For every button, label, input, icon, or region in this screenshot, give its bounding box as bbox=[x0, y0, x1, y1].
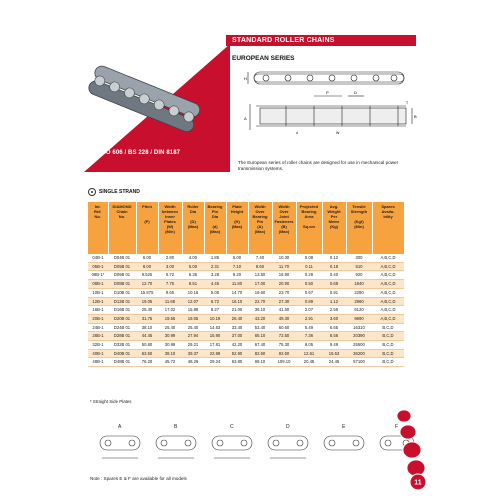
column-header-line: Roller bbox=[187, 204, 199, 209]
table-cell: 17.02 bbox=[158, 306, 182, 315]
table-cell: D24B 01 bbox=[108, 323, 136, 332]
table-cell: 9690 bbox=[346, 314, 372, 323]
table-cell: A,B,C,D bbox=[372, 280, 404, 289]
column-header-line: Chain bbox=[116, 209, 128, 214]
table-cell: 25.40 bbox=[158, 323, 182, 332]
table-cell: 6.35 bbox=[182, 271, 204, 280]
table-cell: 12B-1 bbox=[88, 297, 108, 306]
column-header-line: DIAMOND bbox=[112, 204, 132, 209]
table-cell: 44.45 bbox=[136, 332, 158, 341]
table-cell: D28B 01 bbox=[108, 332, 136, 341]
table-cell: D12B 01 bbox=[108, 297, 136, 306]
table-cell: 08B-1 bbox=[88, 280, 108, 289]
table-cell: 10.30 bbox=[272, 254, 296, 262]
table-cell: 2280 bbox=[346, 288, 372, 297]
table-cell: 41.50 bbox=[272, 306, 296, 315]
table-cell: 25.40 bbox=[182, 323, 204, 332]
table-cell: 27.30 bbox=[272, 297, 296, 306]
table-cell: 57100 bbox=[346, 358, 372, 367]
table-row bbox=[88, 341, 404, 350]
column-header bbox=[346, 202, 372, 254]
table-cell: 42.20 bbox=[226, 341, 248, 350]
column-header-line: (Max) bbox=[278, 229, 290, 234]
table-cell: 16.80 bbox=[272, 271, 296, 280]
table-cell: 14.63 bbox=[204, 323, 226, 332]
table-cell: 13.50 bbox=[248, 271, 272, 280]
table-cell: 0.08 bbox=[296, 254, 322, 262]
specs-table bbox=[88, 202, 405, 367]
table-cell: 0.50 bbox=[296, 280, 322, 289]
table-cell: D40B 01 bbox=[108, 349, 136, 358]
table-cell: 16B-1 bbox=[88, 306, 108, 315]
table-row bbox=[88, 358, 404, 367]
table-cell: 8.51 bbox=[182, 280, 204, 289]
column-header bbox=[182, 202, 204, 254]
table-cell: 99.10 bbox=[248, 358, 272, 367]
column-header-line: Dia bbox=[189, 209, 197, 214]
plate-label-c: C bbox=[230, 424, 234, 430]
plate-label-d: D bbox=[286, 424, 290, 430]
table-cell: 9.65 bbox=[158, 288, 182, 297]
column-header bbox=[322, 202, 346, 254]
spare-plates-diagram bbox=[90, 420, 420, 470]
table-cell: 5.72 bbox=[158, 271, 182, 280]
column-header-line: Sq.cm bbox=[302, 224, 315, 229]
table-cell: 17.81 bbox=[204, 341, 226, 350]
table-cell: 16310 bbox=[346, 323, 372, 332]
table-cell: 300 bbox=[346, 254, 372, 262]
table-cell: D06B 01 bbox=[108, 271, 136, 280]
table-cell: 48.26 bbox=[182, 358, 204, 367]
table-body bbox=[88, 254, 404, 367]
table-cell: 20390 bbox=[346, 332, 372, 341]
section-heading bbox=[88, 188, 140, 196]
table-cell: 20.90 bbox=[272, 280, 296, 289]
table-cell: 28B-1 bbox=[88, 332, 108, 341]
table-cell: 2.91 bbox=[296, 314, 322, 323]
column-header-line: (B) bbox=[281, 224, 287, 229]
table-cell: 3.28 bbox=[204, 271, 226, 280]
table-cell: 8.56 bbox=[322, 332, 346, 341]
table-cell: 12.70 bbox=[136, 280, 158, 289]
table-cell: 38.10 bbox=[136, 323, 158, 332]
table-row bbox=[88, 288, 404, 297]
table-cell: 1840 bbox=[346, 280, 372, 289]
table-cell: 19.60 bbox=[248, 288, 272, 297]
table-cell: 2.80 bbox=[158, 254, 182, 262]
table-cell: 45.72 bbox=[158, 358, 182, 367]
table-cell: 0.12 bbox=[322, 254, 346, 262]
column-header-line: Inner bbox=[165, 214, 175, 219]
table-cell: 7.36 bbox=[296, 332, 322, 341]
table-cell: 33.40 bbox=[226, 323, 248, 332]
table-cell: 3.60 bbox=[322, 314, 346, 323]
table-cell: B,C,D bbox=[372, 358, 404, 367]
table-cell: 60.60 bbox=[272, 323, 296, 332]
footnote: * Straight Side Plates bbox=[90, 399, 132, 404]
table-cell: 65.10 bbox=[248, 332, 272, 341]
table-cell: 0.40 bbox=[322, 271, 346, 280]
table-cell: 50.80 bbox=[136, 341, 158, 350]
top-view-chain bbox=[248, 72, 404, 84]
table-cell: 510 bbox=[346, 262, 372, 271]
column-header-line: Per bbox=[330, 214, 338, 219]
column-header-line: Pin bbox=[211, 209, 219, 214]
table-cell: 6120 bbox=[346, 306, 372, 315]
column-header-line: Metre bbox=[328, 219, 340, 224]
table-header-row bbox=[88, 202, 404, 254]
column-header-line: Bearing bbox=[207, 204, 223, 209]
table-cell: D04B 01 bbox=[108, 254, 136, 262]
table-cell: 40B-1 bbox=[88, 349, 108, 358]
table-cell: 12.61 bbox=[296, 349, 322, 358]
column-header bbox=[88, 202, 108, 254]
column-header-line: Dia bbox=[211, 214, 219, 219]
plate-label-e: E bbox=[342, 424, 346, 430]
table-cell: 6.65 bbox=[322, 323, 346, 332]
label-h: H bbox=[244, 76, 247, 81]
table-cell: 12.07 bbox=[182, 297, 204, 306]
column-header-line: (Min) bbox=[354, 224, 364, 229]
table-cell: 3.00 bbox=[158, 262, 182, 271]
table-cell: 72.50 bbox=[272, 332, 296, 341]
table-row bbox=[88, 349, 404, 358]
column-header-line: between bbox=[161, 209, 178, 214]
table-cell: 11.68 bbox=[158, 297, 182, 306]
table-cell: 24.45 bbox=[322, 358, 346, 367]
column-header bbox=[136, 202, 158, 254]
table-cell: D16B 01 bbox=[108, 306, 136, 315]
table-cell: A,B,C,D bbox=[372, 306, 404, 315]
column-header-line: No. bbox=[118, 214, 126, 219]
column-header-line: (Min) bbox=[165, 229, 175, 234]
column-header-line: (d) bbox=[212, 224, 218, 229]
column-header bbox=[248, 202, 272, 254]
plate-e-drawing bbox=[324, 436, 364, 450]
table-cell: 2.07 bbox=[296, 306, 322, 315]
plate-b-drawing bbox=[156, 436, 196, 458]
table-cell: 29.24 bbox=[204, 358, 226, 367]
table-cell: 29.21 bbox=[182, 341, 204, 350]
table-cell: 53.40 bbox=[248, 323, 272, 332]
column-header-line: Tensile bbox=[352, 204, 366, 209]
column-header-line: Pitch bbox=[142, 204, 152, 209]
label-p: P bbox=[326, 90, 329, 95]
table-cell: 0.18 bbox=[322, 262, 346, 271]
plate-label-b: B bbox=[174, 424, 178, 430]
column-header-line: (Max) bbox=[231, 224, 243, 229]
table-cell: 8.27 bbox=[204, 306, 226, 315]
column-header-line: Plates bbox=[164, 219, 176, 224]
table-row bbox=[88, 297, 404, 306]
table-cell: 22.89 bbox=[204, 349, 226, 358]
table-cell: 15.53 bbox=[322, 349, 346, 358]
table-cell: 0.11 bbox=[296, 262, 322, 271]
table-cell: 920 bbox=[346, 271, 372, 280]
table-cell: 7.40 bbox=[248, 254, 272, 262]
section-label: SINGLE STRAND bbox=[99, 189, 140, 195]
column-header-line: (Kg) bbox=[330, 224, 338, 229]
table-cell: B,C,D bbox=[372, 341, 404, 350]
column-header-line: Over bbox=[279, 209, 289, 214]
column-header bbox=[296, 202, 322, 254]
plate-d-drawing bbox=[268, 436, 308, 458]
table-cell: 0.67 bbox=[296, 288, 322, 297]
table-cell: 7.75 bbox=[158, 280, 182, 289]
table-cell: 14.70 bbox=[226, 288, 248, 297]
iso-standard-label: ISO 606 / BS 228 / DIN 8187 bbox=[100, 150, 181, 156]
table-cell: 36200 bbox=[346, 349, 372, 358]
column-header-line: Spares bbox=[381, 204, 395, 209]
table-cell: 8.05 bbox=[296, 341, 322, 350]
column-header-line: bility bbox=[383, 214, 393, 219]
table-cell: 9.49 bbox=[322, 341, 346, 350]
column-header-line: Availa- bbox=[381, 209, 395, 214]
column-header-line: (Max) bbox=[187, 224, 199, 229]
table-cell: D32B 01 bbox=[108, 341, 136, 350]
table-row bbox=[88, 323, 404, 332]
table-cell: A,B,C,D bbox=[372, 271, 404, 280]
table-cell: A,B,C,D bbox=[372, 297, 404, 306]
table-cell: 22.70 bbox=[248, 297, 272, 306]
table-cell: 63.50 bbox=[136, 349, 158, 358]
plate-label-f: F bbox=[395, 424, 399, 430]
table-cell: 20B-1 bbox=[88, 314, 108, 323]
spares-note: Note : Spares E & F are available for all models bbox=[90, 476, 187, 481]
table-cell: 2960 bbox=[346, 297, 372, 306]
table-cell: 23.70 bbox=[272, 288, 296, 297]
table-cell: A,B,C,D bbox=[372, 288, 404, 297]
table-cell: 82.60 bbox=[248, 349, 272, 358]
table-cell: 10.16 bbox=[182, 288, 204, 297]
table-cell: 10.19 bbox=[204, 314, 226, 323]
table-cell: 4.00 bbox=[182, 254, 204, 262]
table-cell: 32B-1 bbox=[88, 341, 108, 350]
table-cell: 16.10 bbox=[226, 297, 248, 306]
strand-icon bbox=[88, 188, 96, 196]
label-b: B bbox=[414, 114, 417, 119]
table-cell: 39.37 bbox=[182, 349, 204, 358]
table-cell: 30.99 bbox=[158, 341, 182, 350]
table-cell: 31.75 bbox=[136, 314, 158, 323]
table-cell: 2.59 bbox=[322, 306, 346, 315]
column-header-line: Bearing bbox=[252, 214, 268, 219]
table-cell: 8.20 bbox=[226, 271, 248, 280]
table-cell: 1.85 bbox=[204, 254, 226, 262]
column-header-line: Projected bbox=[299, 204, 319, 209]
column-header-line: Height bbox=[230, 209, 244, 214]
table-cell: 15.88 bbox=[182, 306, 204, 315]
table-row bbox=[88, 332, 404, 341]
table-cell: 0.89 bbox=[296, 297, 322, 306]
table-cell: 0.68 bbox=[322, 280, 346, 289]
table-cell: 5.00 bbox=[182, 262, 204, 271]
table-cell: 25500 bbox=[346, 341, 372, 350]
table-cell: 5.08 bbox=[204, 288, 226, 297]
column-header-line: Strength bbox=[350, 209, 368, 214]
column-header-line: Ref. bbox=[93, 209, 102, 214]
table-cell: 17.00 bbox=[248, 280, 272, 289]
page-number: 11 bbox=[414, 479, 422, 487]
table-cell: 15.875 bbox=[136, 288, 158, 297]
decorative-chain-graphic bbox=[390, 410, 430, 500]
table-cell: 75.30 bbox=[272, 341, 296, 350]
subtitle-band bbox=[232, 47, 416, 62]
column-header-line: (Kgf) bbox=[354, 219, 364, 224]
table-cell: 4.45 bbox=[204, 280, 226, 289]
label-small-d: d bbox=[296, 131, 298, 135]
table-cell: 11.80 bbox=[226, 280, 248, 289]
column-header-line: Int. bbox=[94, 204, 101, 209]
table-cell: 0.91 bbox=[322, 288, 346, 297]
table-cell: A,B,C,D bbox=[372, 314, 404, 323]
column-header-line: Area bbox=[304, 214, 314, 219]
series-title: EUROPEAN SERIES bbox=[232, 55, 295, 62]
table-cell: 6.00 bbox=[136, 254, 158, 262]
table-cell: 7.10 bbox=[226, 262, 248, 271]
table-cell: A,B,C,D bbox=[372, 262, 404, 271]
side-view-chain bbox=[250, 96, 412, 130]
table-cell: 15.90 bbox=[204, 332, 226, 341]
table-cell: 9.525 bbox=[136, 271, 158, 280]
intro-text: The European series of roller chains are designed for use in mechanical power transmission systems. bbox=[238, 160, 399, 172]
table-cell: 8.60 bbox=[248, 262, 272, 271]
table-cell: 21.00 bbox=[226, 306, 248, 315]
table-row bbox=[88, 280, 404, 289]
title-band bbox=[226, 35, 416, 46]
table-row bbox=[88, 254, 404, 262]
table-cell: 26.40 bbox=[226, 314, 248, 323]
table-cell: 11.70 bbox=[272, 262, 296, 271]
column-header bbox=[272, 202, 296, 254]
column-header-line: Over bbox=[255, 209, 265, 214]
table-cell: 19.56 bbox=[158, 314, 182, 323]
table-cell: B,C,D bbox=[372, 349, 404, 358]
column-header bbox=[204, 202, 226, 254]
table-cell: D20B 01 bbox=[108, 314, 136, 323]
column-header-line: Avg. bbox=[329, 204, 339, 209]
column-header-line: (A) bbox=[257, 224, 263, 229]
table-cell: 10B-1 bbox=[88, 288, 108, 297]
column-header-line: Weight bbox=[327, 209, 341, 214]
column-header-line: Joint bbox=[279, 214, 289, 219]
table-row bbox=[88, 314, 404, 323]
table-cell: 19.05 bbox=[182, 314, 204, 323]
table-cell: D08B 01 bbox=[108, 280, 136, 289]
table-cell: 27.94 bbox=[182, 332, 204, 341]
plate-a-drawing bbox=[100, 436, 140, 458]
column-header-line: Width bbox=[278, 204, 290, 209]
column-header bbox=[372, 202, 404, 254]
plate-label-a: A bbox=[118, 424, 122, 430]
column-header bbox=[158, 202, 182, 254]
column-header-line: (W) bbox=[166, 224, 174, 229]
column-header bbox=[108, 202, 136, 254]
table-cell: 5.72 bbox=[204, 297, 226, 306]
table-cell: 24B-1 bbox=[88, 323, 108, 332]
table-cell: A,B,C,D bbox=[372, 254, 404, 262]
column-header-line: (Max) bbox=[254, 229, 266, 234]
table-cell: 05B-1 bbox=[88, 262, 108, 271]
table-cell: 43.20 bbox=[248, 314, 272, 323]
table-cell: 67.40 bbox=[248, 341, 272, 350]
table-row bbox=[88, 271, 404, 280]
table-cell: B,C,D bbox=[372, 323, 404, 332]
label-a: A bbox=[244, 116, 247, 121]
label-w: W bbox=[336, 131, 340, 135]
table-cell: 25.40 bbox=[136, 306, 158, 315]
table-cell: 5.00 bbox=[226, 254, 248, 262]
table-cell: 04B-1 bbox=[88, 254, 108, 262]
column-header-line: Plate bbox=[232, 204, 242, 209]
column-header-line: Bearing bbox=[301, 209, 317, 214]
table-cell: 30.99 bbox=[158, 332, 182, 341]
column-header-line: (Max) bbox=[209, 229, 221, 234]
table-cell: 36.10 bbox=[248, 306, 272, 315]
table-cell: 19.05 bbox=[136, 297, 158, 306]
table-cell: 0.28 bbox=[296, 271, 322, 280]
table-cell: 8.00 bbox=[136, 262, 158, 271]
table-cell: 2.31 bbox=[204, 262, 226, 271]
table-cell: 20.48 bbox=[296, 358, 322, 367]
column-header-line: Pin bbox=[256, 219, 264, 224]
table-cell: 92.60 bbox=[272, 349, 296, 358]
page-title: STANDARD ROLLER CHAINS bbox=[232, 37, 335, 44]
table-row bbox=[88, 262, 404, 271]
table-row bbox=[88, 306, 404, 315]
table-cell: D10B 01 bbox=[108, 288, 136, 297]
column-header-line: Fasteners bbox=[274, 219, 294, 224]
table-cell: D48B 01 bbox=[108, 358, 136, 367]
table-cell: 5.49 bbox=[296, 323, 322, 332]
table-cell: 49.30 bbox=[272, 314, 296, 323]
column-header-line: No. bbox=[94, 214, 101, 219]
label-d: D bbox=[354, 90, 357, 95]
table-cell: 06B-1* bbox=[88, 271, 108, 280]
table-cell: 37.00 bbox=[226, 332, 248, 341]
table-cell: 63.80 bbox=[226, 358, 248, 367]
chain-technical-drawing bbox=[236, 64, 426, 144]
column-header-line: (D) bbox=[190, 219, 196, 224]
table-cell: B,C,D bbox=[372, 332, 404, 341]
table-cell: 76.20 bbox=[136, 358, 158, 367]
table-cell: 109.10 bbox=[272, 358, 296, 367]
table-cell: 52.90 bbox=[226, 349, 248, 358]
table-cell: 1.12 bbox=[322, 297, 346, 306]
column-header-line: Width bbox=[254, 204, 266, 209]
column-header-line: (P) bbox=[144, 219, 150, 224]
column-header-line: (H) bbox=[234, 219, 240, 224]
table-cell: 38.10 bbox=[158, 349, 182, 358]
label-t: T bbox=[406, 101, 409, 105]
column-header bbox=[226, 202, 248, 254]
column-header-line: Width bbox=[164, 204, 176, 209]
table-cell: 48B-1 bbox=[88, 358, 108, 367]
plate-c-drawing bbox=[212, 436, 252, 458]
table-cell: D05B 01 bbox=[108, 262, 136, 271]
